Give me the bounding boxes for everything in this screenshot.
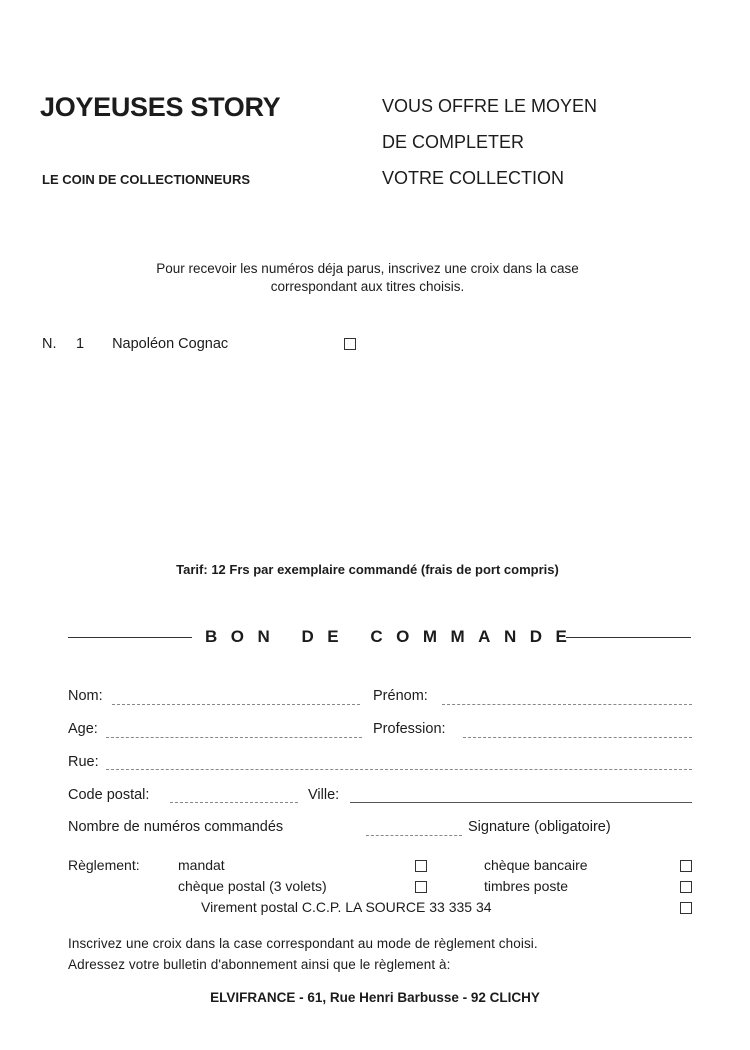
page-title: JOYEUSES STORY [40,92,281,122]
item-number: 1 [76,336,85,352]
age-field[interactable] [106,737,362,738]
payment-timbres-label: timbres poste [484,878,569,894]
prenom-field[interactable] [442,704,692,705]
offer-line-1: VOUS OFFRE LE MOYEN [382,96,598,116]
age-label: Age: [68,721,98,737]
item-title: Napoléon Cognac [112,336,229,352]
payment-timbres-checkbox[interactable] [680,881,692,893]
payment-cheque-postal-checkbox[interactable] [415,881,427,893]
payment-virement-checkbox[interactable] [680,902,692,914]
order-form-heading: BON DE COMMANDE [205,627,581,646]
offer-line-2: DE COMPLETER [382,132,525,152]
footer-note-1: Inscrivez une croix dans la case correspondant au mode de règlement choisi. [68,936,538,951]
list-item [42,336,356,352]
payment-cheque-bancaire-label: chèque bancaire [484,857,588,873]
intro-line-2: correspondant aux titres choisis. [270,279,465,294]
page-subtitle: LE COIN DE COLLECTIONNEURS [42,172,251,187]
nombre-field[interactable] [366,835,462,836]
item-checkbox[interactable] [344,338,356,350]
heading-rule-left [68,637,192,638]
intro-text [0,260,735,296]
code-postal-label: Code postal: [68,787,150,803]
intro-line-1: Pour recevoir les numéros déja parus, inscrivez une croix dans la case [156,261,579,276]
rue-label: Rue: [68,754,99,770]
nombre-label: Nombre de numéros commandés [68,819,284,835]
ville-label: Ville: [308,787,340,803]
payment-cheque-postal-label: chèque postal (3 volets) [178,878,327,894]
payment-virement-label: Virement postal C.C.P. LA SOURCE 33 335 34 [201,899,492,915]
tarif-text: Tarif: 12 Frs par exemplaire commandé (frais de port compris) [176,562,559,577]
code-postal-field[interactable] [170,802,298,803]
rue-field[interactable] [106,769,692,770]
payment-mandat-label: mandat [178,857,225,873]
heading-rule-right [566,637,691,638]
profession-field[interactable] [463,737,692,738]
nom-label: Nom: [68,688,103,704]
item-number-label: N. [42,336,57,352]
payment-mandat-checkbox[interactable] [415,860,427,872]
nom-field[interactable] [112,704,360,705]
offer-line-3: VOTRE COLLECTION [382,168,565,188]
ville-field[interactable] [350,802,692,803]
profession-label: Profession: [373,721,446,737]
payment-label: Règlement: [68,857,140,873]
payment-cheque-bancaire-checkbox[interactable] [680,860,692,872]
footer-note-2: Adressez votre bulletin d'abonnement ainsi que le règlement à: [68,957,451,972]
footer-address: ELVIFRANCE - 61, Rue Henri Barbusse - 92 CLICHY [210,990,540,1005]
signature-label: Signature (obligatoire) [468,819,611,835]
prenom-label: Prénom: [373,688,428,704]
